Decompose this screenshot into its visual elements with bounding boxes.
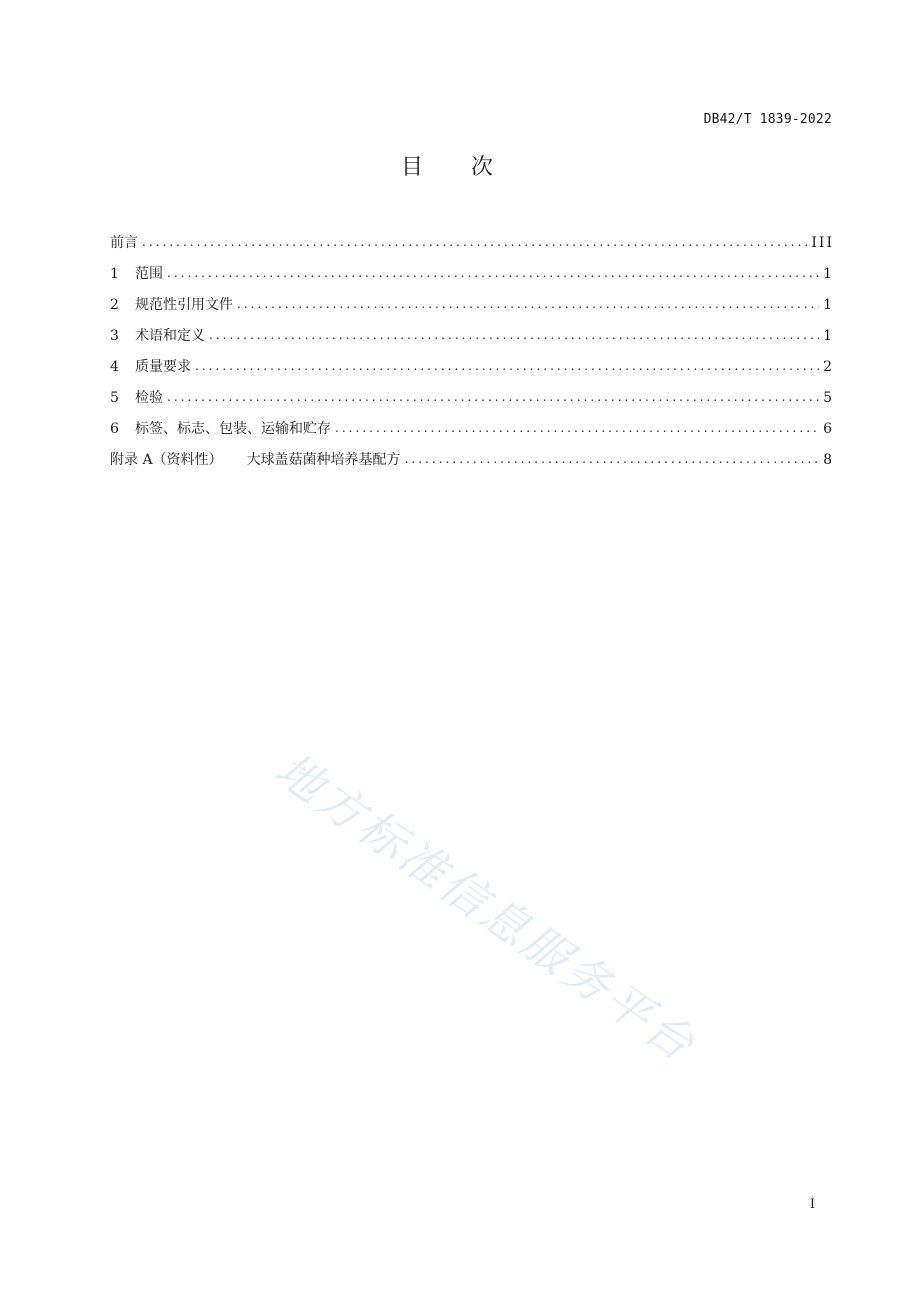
toc-entry-sublabel: 大球盖菇菌种培养基配方: [246, 452, 401, 468]
toc-entry-label: 前言: [110, 235, 138, 251]
toc-entry-number: 1: [110, 266, 119, 282]
toc-entry-label: 范围: [135, 266, 163, 282]
toc-entry-scope[interactable]: [110, 264, 832, 295]
toc-leader-dots: [195, 356, 819, 376]
page-title: 目次: [400, 155, 541, 180]
toc-entry-label: 附录 A（资料性）: [110, 452, 223, 468]
toc-leader-dots: [405, 449, 820, 469]
toc-entry-label: 质量要求: [135, 359, 191, 375]
document-code: DB42/T 1839-2022: [703, 112, 832, 127]
toc-entry-page: III: [811, 235, 834, 251]
toc-entry-page: 8: [823, 452, 834, 468]
watermark: 地方标准信息服务平台: [266, 741, 707, 1073]
toc-entry-terms-definitions[interactable]: [110, 326, 832, 357]
toc-entry-annex-a[interactable]: [110, 450, 832, 481]
toc-entry-number: 6: [110, 421, 119, 437]
toc-leader-dots: [335, 418, 819, 438]
toc-entry-label: 检验: [135, 390, 163, 406]
toc-entry-number: 4: [110, 359, 119, 375]
toc-entry-label: 标签、标志、包装、运输和贮存: [135, 421, 331, 437]
toc-entry-page: 5: [823, 390, 834, 406]
toc-entry-quality-requirements[interactable]: [110, 357, 832, 388]
toc-entry-number: 3: [110, 328, 119, 344]
toc-entry-number: 5: [110, 390, 119, 406]
toc-leader-dots: [167, 387, 819, 407]
toc-entry-labeling-packaging[interactable]: [110, 419, 832, 450]
toc-entry-number: 2: [110, 297, 119, 313]
toc-leader-dots: [209, 325, 819, 345]
toc-leader-dots: [167, 263, 819, 283]
toc-leader-dots: [142, 232, 807, 252]
toc-entry-page: 1: [823, 297, 834, 313]
toc-entry-page: 1: [823, 266, 834, 282]
toc-entry-page: 6: [823, 421, 834, 437]
toc-entry-label: 术语和定义: [135, 328, 205, 344]
toc-entry-foreword[interactable]: [110, 233, 832, 264]
table-of-contents: [110, 233, 832, 481]
toc-leader-dots: [237, 294, 819, 314]
toc-entry-page: 2: [823, 359, 834, 375]
page-number: I: [809, 1197, 815, 1212]
toc-entry-label: 规范性引用文件: [135, 297, 233, 313]
toc-entry-page: 1: [823, 328, 834, 344]
toc-entry-normative-references[interactable]: [110, 295, 832, 326]
toc-entry-inspection[interactable]: [110, 388, 832, 419]
